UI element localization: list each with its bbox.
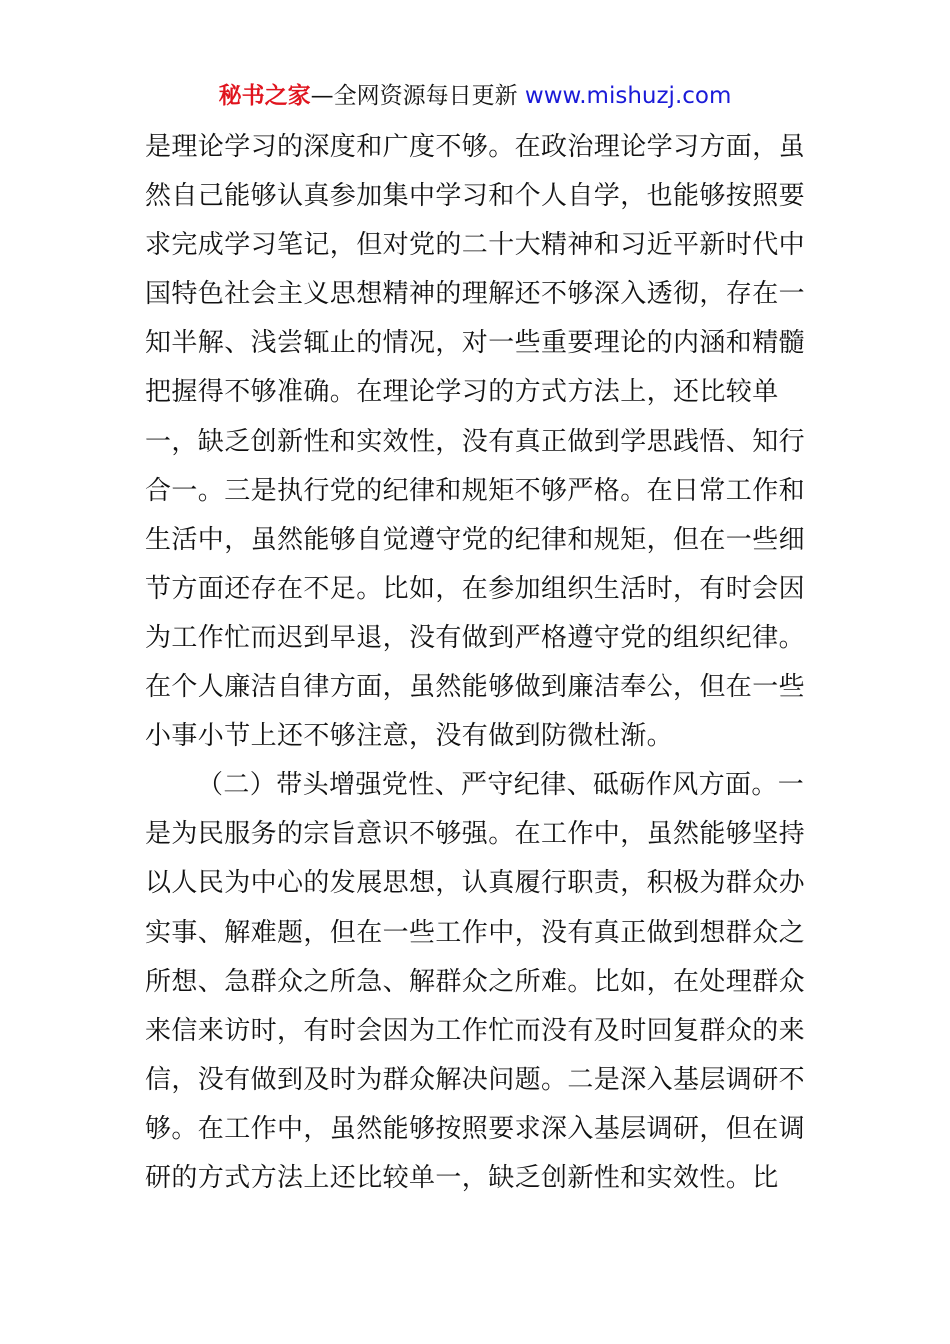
text-line: 在个人廉洁自律方面，虽然能够做到廉洁奉公，但在一些 — [145, 672, 806, 703]
text-line: 求完成学习笔记，但对党的二十大精神和习近平新时代中 — [145, 230, 806, 261]
text-line: 是为民服务的宗旨意识不够强。在工作中，虽然能够坚持 — [145, 819, 806, 850]
text-line: 研的方式方法上还比较单一，缺乏创新性和实效性。比 — [145, 1162, 779, 1193]
text-line: 为工作忙而迟到早退，没有做到严格遵守党的组织纪律。 — [145, 622, 806, 653]
text-line: 信，没有做到及时为群众解决问题。二是深入基层调研不 — [145, 1064, 806, 1095]
text-line: 合一。三是执行党的纪律和规矩不够严格。在日常工作和 — [145, 475, 806, 506]
text-line: 够。在工作中，虽然能够按照要求深入基层调研，但在调 — [145, 1113, 806, 1144]
text-line: 一，缺乏创新性和实效性，没有真正做到学思践悟、知行 — [145, 426, 806, 457]
site-header — [0, 80, 950, 112]
text-line: 把握得不够准确。在理论学习的方式方法上，还比较单 — [145, 377, 779, 408]
brand-name: 秘书之家 — [218, 83, 311, 109]
text-line: 国特色社会主义思想精神的理解还不够深入透彻，存在一 — [145, 279, 806, 310]
text-line: 所想、急群众之所急、解群众之所难。比如，在处理群众 — [145, 966, 806, 997]
text-line: 以人民为中心的发展思想，认真履行职责，积极为群众办 — [145, 868, 806, 899]
text-line: 来信来访时，有时会因为工作忙而没有及时回复群众的来 — [145, 1015, 806, 1046]
text-line: 知半解、浅尝辄止的情况，对一些重要理论的内涵和精髓 — [145, 328, 806, 359]
document-body — [145, 123, 815, 1203]
text-line: 节方面还存在不足。比如，在参加组织生活时，有时会因 — [145, 573, 806, 604]
header-tagline: —全网资源每日更新 — [310, 83, 518, 109]
text-line: 是理论学习的深度和广度不够。在政治理论学习方面，虽 — [145, 132, 806, 162]
text-line: 实事、解难题，但在一些工作中，没有真正做到想群众之 — [145, 917, 806, 948]
text-line: 然自己能够认真参加集中学习和个人自学，也能够按照要 — [145, 181, 806, 212]
section-heading-line: （二）带头增强党性、严守纪律、砥砺作风方面。一 — [197, 770, 805, 801]
site-url-link[interactable]: www.mishuzj.com — [524, 83, 732, 109]
text-line: 小事小节上还不够注意，没有做到防微杜渐。 — [145, 721, 674, 752]
text-line: 生活中，虽然能够自觉遵守党的纪律和规矩，但在一些细 — [145, 524, 806, 555]
